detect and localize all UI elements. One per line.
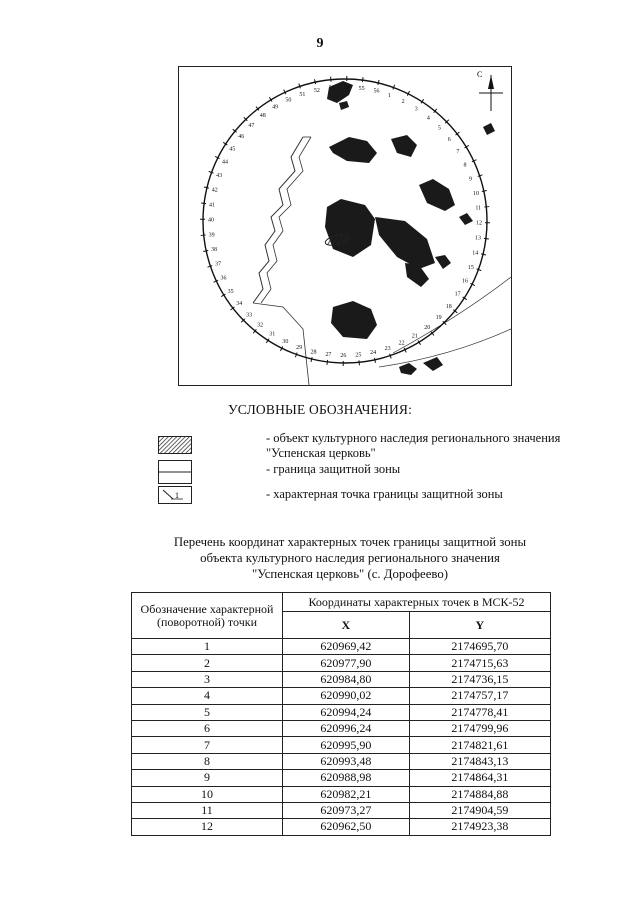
boundary-point-label: 23 [384,346,391,353]
y-coordinate-cell: 2174778,41 [409,704,550,720]
point-number-cell: 1 [132,639,283,655]
table-row [132,704,551,720]
table-row [132,753,551,769]
y-coordinate-cell: 2174884,88 [409,786,550,802]
table-row [132,737,551,753]
boundary-point-label: 24 [370,350,377,357]
boundary-point-label: 53 [328,85,335,92]
table-row [132,688,551,704]
boundary-point-label: 39 [208,232,215,239]
map-features [325,81,495,375]
boundary-point-label: 28 [310,349,317,356]
y-coordinate-cell: 2174843,13 [409,753,550,769]
boundary-point-label: 12 [475,220,482,227]
svg-text:1: 1 [175,491,179,500]
boundary-point-label: 15 [467,264,474,271]
boundary-point-label: 2 [401,99,405,106]
boundary-point-label: 11 [475,205,482,212]
boundary-point-label: 35 [227,288,234,295]
boundary-point-label: 8 [463,162,467,169]
point-number-cell: 2 [132,655,283,671]
y-coordinate-cell: 2174821,61 [409,737,550,753]
boundary-point-tick [311,357,312,362]
boundary-point-label: 42 [211,187,218,194]
boundary-point-tick [204,187,209,188]
boundary-point-tick [314,79,315,84]
boundary-point-label: 17 [454,291,461,298]
boundary-point-label: 27 [325,351,332,358]
table-row [132,802,551,818]
title-line: "Успенская церковь" (с. Дорофеево) [252,567,448,581]
boundary-point-label: 16 [461,278,468,285]
point-number-cell: 5 [132,704,283,720]
boundary-point-label: 34 [236,301,243,308]
boundary-point-label: 45 [229,146,236,153]
boundary-point-label: 5 [437,125,441,132]
boundary-point-label: 32 [257,322,264,329]
boundary-line-icon [158,460,192,484]
boundary-point-label: 14 [472,250,479,257]
boundary-point-tick [362,77,363,82]
x-coordinate-cell: 620990,02 [283,688,410,704]
boundary-point-label: 37 [214,261,221,268]
boundary-point-label: 26 [340,352,347,359]
y-coordinate-cell: 2174695,70 [409,639,550,655]
hatched-rect-icon [158,436,192,454]
point-number-cell: 11 [132,802,283,818]
y-coordinate-cell: 2174736,15 [409,671,550,687]
boundary-point-label: 4 [426,115,430,122]
boundary-point-tick [481,254,486,255]
boundary-point-label: 33 [246,312,253,319]
x-coordinate-cell: 620984,80 [283,671,410,687]
boundary-point-label: 52 [313,87,320,94]
y-coordinate-cell: 2174923,38 [409,819,550,835]
header-point: Обозначение характерной (поворотной) точки [132,593,283,639]
table-row [132,770,551,786]
header-coords: Координаты характерных точек в МСК-52 [283,593,551,612]
coordinates-list-title [0,534,640,582]
x-coordinate-cell: 620962,50 [283,819,410,835]
header-y: Y [409,612,550,639]
table-row [132,786,551,802]
point-number-cell: 6 [132,720,283,736]
header-x: X [283,612,410,639]
boundary-point-tick [482,190,487,191]
point-number-cell: 7 [132,737,283,753]
boundary-point-label: 54 [343,85,350,92]
protection-zone-map [178,66,512,386]
boundary-point-label: 22 [398,340,405,347]
boundary-point-label: 30 [282,338,289,345]
boundary-point-label: 1 [387,93,391,100]
boundary-point-label: 41 [209,202,216,209]
point-number-cell: 4 [132,688,283,704]
boundary-point-label: 13 [474,235,481,242]
boundary-point-label: 18 [445,303,452,310]
y-coordinate-cell: 2174757,17 [409,688,550,704]
map-drawing [179,67,511,385]
boundary-point-label: 44 [222,159,229,166]
boundary-point-label: 36 [220,275,227,282]
table-row [132,671,551,687]
boundary-point-label: 29 [296,344,303,351]
title-line: объекта культурного наследия регионального значения [200,551,500,565]
coordinates-table [131,592,551,836]
boundary-point-label: 9 [469,176,473,183]
table-row [132,819,551,835]
x-coordinate-cell: 620993,48 [283,753,410,769]
boundary-point-tick [378,80,379,85]
boundary-point-label: 56 [373,88,380,95]
y-coordinate-cell: 2174799,96 [409,720,550,736]
boundary-point-label: 6 [447,136,451,143]
x-coordinate-cell: 620994,24 [283,704,410,720]
legend-title: УСЛОВНЫЕ ОБОЗНАЧЕНИЯ: [227,402,413,417]
boundary-point-label: 25 [355,352,362,359]
boundary-point-label: 48 [259,113,266,120]
table-row [132,655,551,671]
legend-text: - характерная точка границы защитной зоны [266,487,503,501]
y-coordinate-cell: 2174864,31 [409,770,550,786]
boundary-point-label: 43 [216,173,223,180]
point-number-cell: 8 [132,753,283,769]
boundary-point-label: 50 [285,97,292,104]
x-coordinate-cell: 620973,27 [283,802,410,818]
page-number: 9 [316,36,324,51]
boundary-point-label: 21 [411,333,418,340]
legend-text: - объект культурного наследия регионального значения "Успенская церковь" [266,431,561,460]
boundary-point-label: 51 [299,91,306,98]
y-coordinate-cell: 2174904,59 [409,802,550,818]
boundary-point-label: 55 [358,86,365,93]
point-number-cell: 12 [132,819,283,835]
boundary-point-label: 40 [208,217,215,224]
point-marker-icon [158,486,192,504]
x-coordinate-cell: 620982,21 [283,786,410,802]
table-row [132,720,551,736]
boundary-point-label: 31 [269,331,276,338]
point-number-cell: 3 [132,671,283,687]
boundary-point-tick [374,358,375,363]
x-coordinate-cell: 620988,98 [283,770,410,786]
boundary-point-label: 38 [210,247,217,254]
x-coordinate-cell: 620995,90 [283,737,410,753]
y-coordinate-cell: 2174715,63 [409,655,550,671]
north-label: С [477,70,483,79]
boundary-point-label: 10 [473,190,480,197]
point-number-cell: 9 [132,770,283,786]
x-coordinate-cell: 620996,24 [283,720,410,736]
boundary-point-tick [327,360,328,365]
x-coordinate-cell: 620969,42 [283,639,410,655]
boundary-point-label: 49 [272,104,279,111]
boundary-point-label: 20 [424,324,431,331]
table-row [132,639,551,655]
legend-text: - граница защитной зоны [266,462,401,476]
boundary-point-label: 19 [435,314,442,321]
boundary-point-tick [203,250,208,251]
boundary-point-label: 7 [456,149,460,156]
boundary-point-tick [201,203,206,204]
boundary-point-tick [484,238,489,239]
boundary-point-label: 3 [414,106,418,113]
point-number-cell: 10 [132,786,283,802]
x-coordinate-cell: 620977,90 [283,655,410,671]
boundary-point-label: 47 [248,123,255,130]
title-line: Перечень координат характерных точек границы защитной зоны [173,535,527,549]
boundary-point-label: 46 [238,134,245,141]
north-arrow [477,70,503,111]
